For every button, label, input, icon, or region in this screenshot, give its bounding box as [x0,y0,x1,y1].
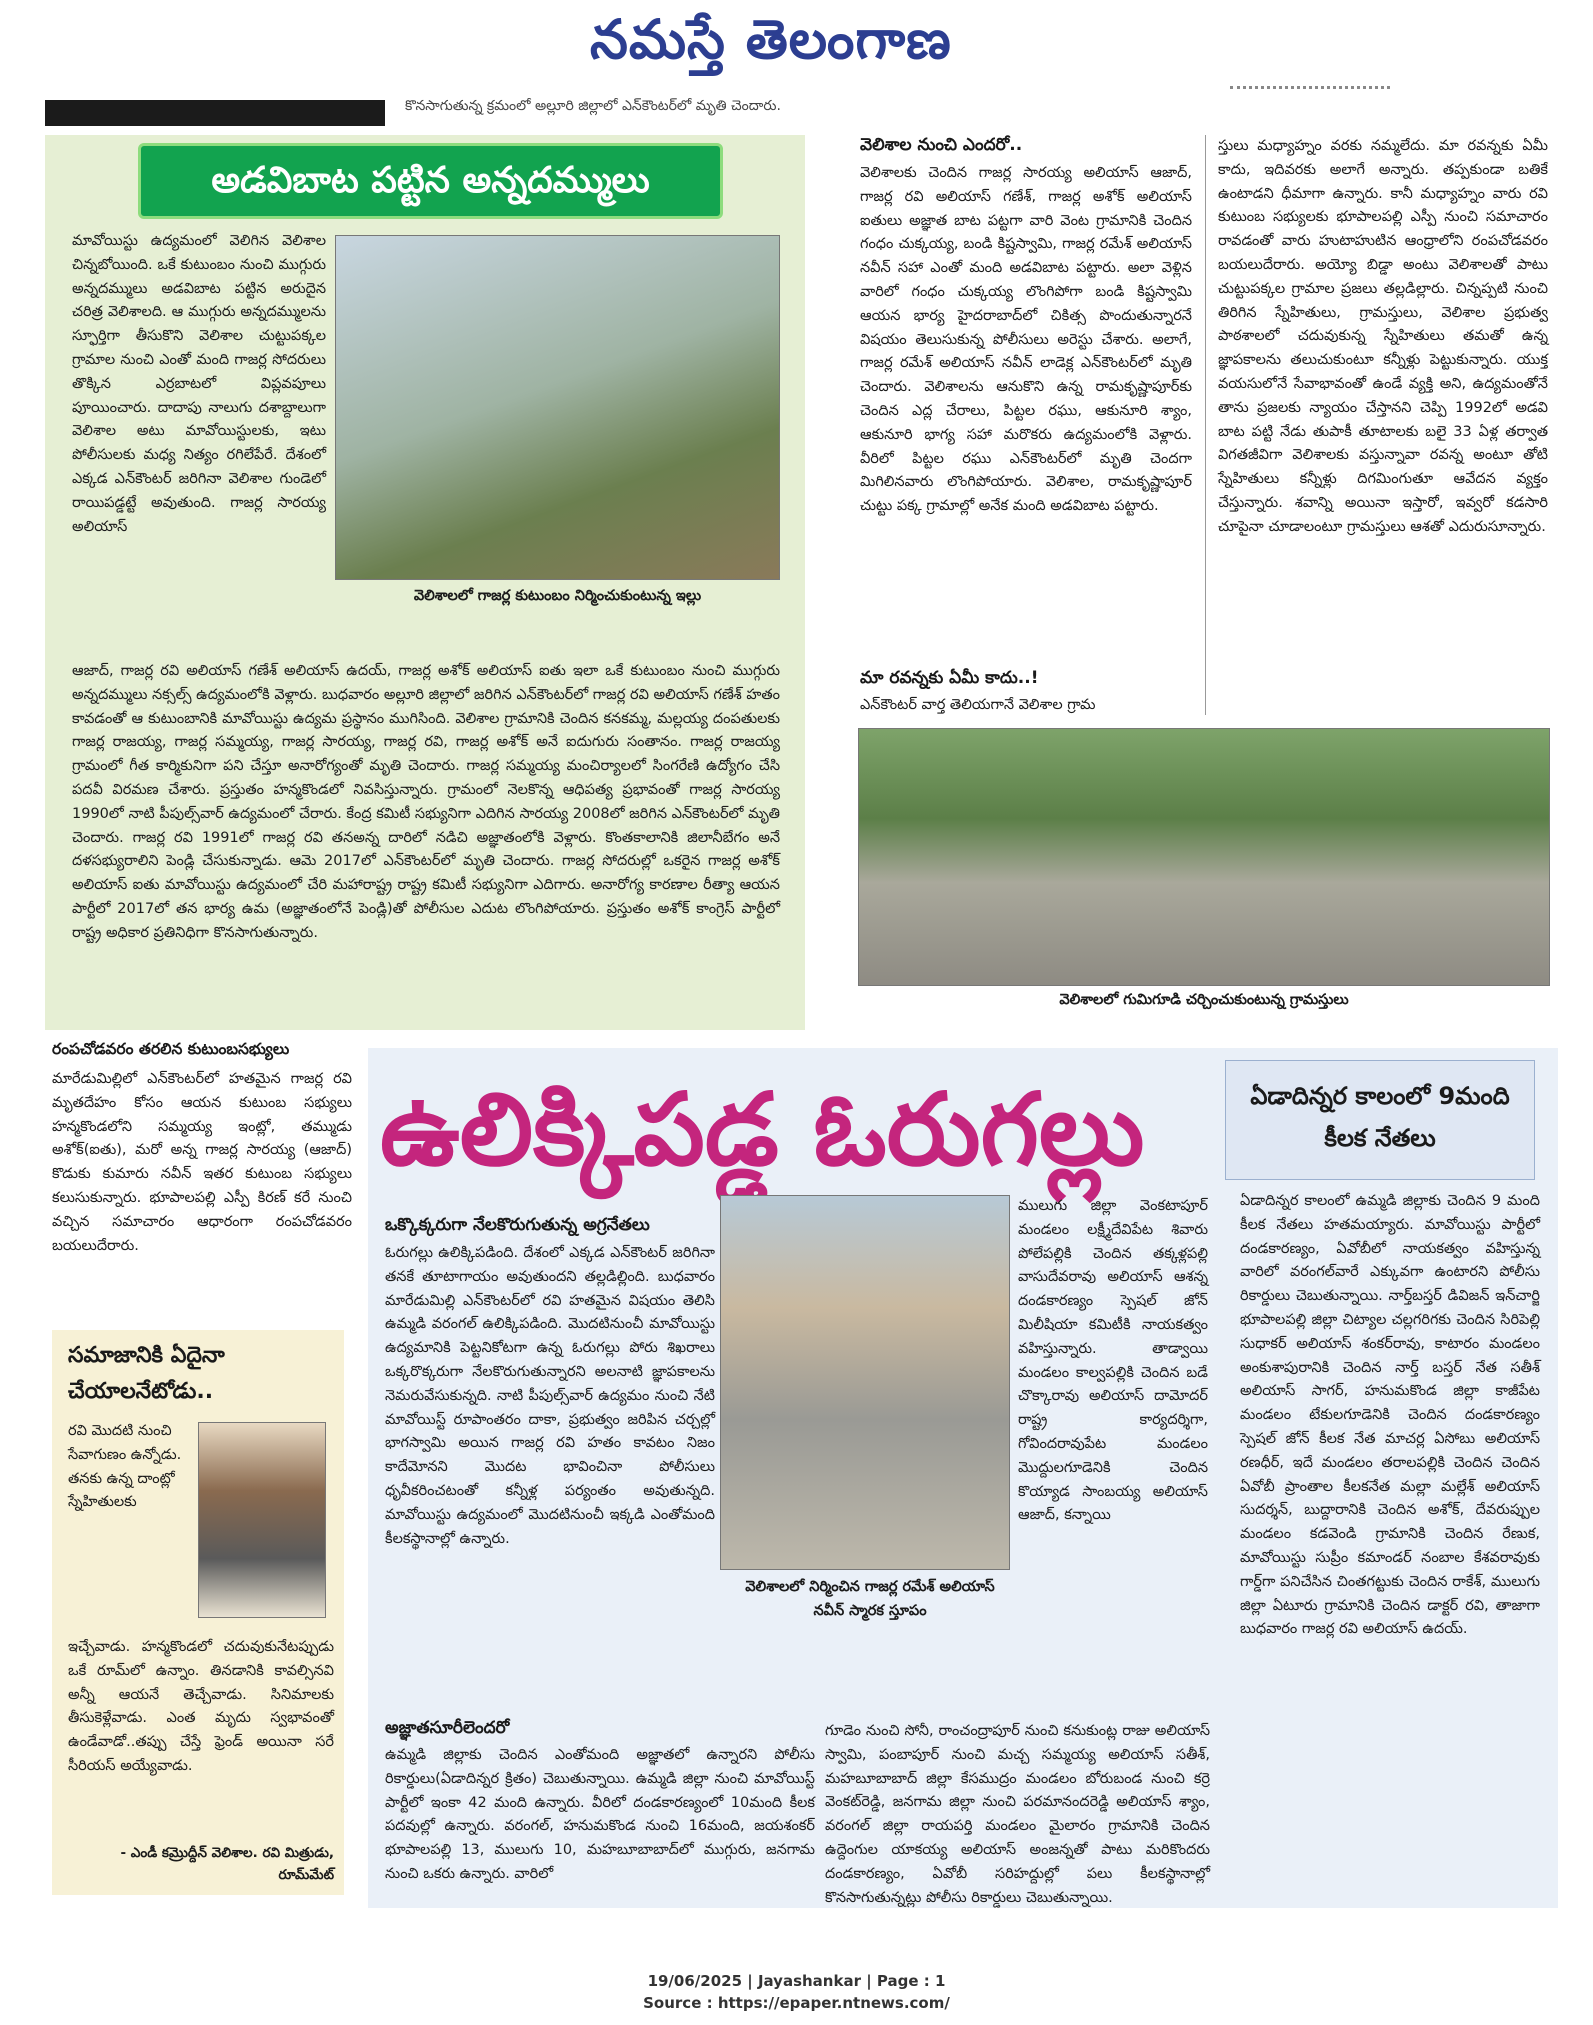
top-cutline: కొనసాగుతున్న క్రమంలో అల్లూరి జిల్లాలో ఎన్‌కౌంటర్‌లో మృతి చెందారు. [405,98,781,114]
sidebar2-paragraph-short: రవి మొదటి నుంచి సేవాగుణం ఉన్నోడు. తనకు ఉన్న దాంట్లో స్నేహితులకు [68,1423,182,1511]
story3-paragraph-1: ఓరుగల్లు ఉలిక్కిపడింది. దేశంలో ఎక్కడ ఎన్‌కౌంటర్ జరిగినా తనకే తూటాగాయం అవుతుందని తల్లడిల్లింది. బుధవారం మారేడుమిల్లి ఎన్‌కౌంటర్‌లో రవి హతమైన విషయం తెలిసి ఉమ్మడి వరంగల్ ఉలిక్కిపడింది. మొదటినుంచీ మావోయిస్టు ఉద్యమానికి పెట్టనికోటగా ఉన్న ఓరుగల్లు పోరు శిఖరాలు ఒక్కరొక్కరుగా నేలకొరుగుతున్నారని అలనాటి జ్ఞాపకాలను నెమరువేసుకున్నది. నాటి పీపుల్స్‌వార్ ఉద్యమం నుంచి నేటి మావోయిస్ట్ రూపాంతరం దాకా, ప్రభుత్వం జరిపిన చర్చల్లో భాగస్వామి అయిన గాజర్ల రవి హతం కావటం నిజం కాదేమోనని మొదట భావించినా పోలీసులు ధృవీకరించటంతో కన్నీళ్ల పర్యంతం అవుతున్నది. మావోయిస్టు ఉద్యమంలో మొదటినుంచీ ఇక్కడి ఎంతోమంది కీలకస్థానాల్లో ఉన్నారు. [385,1245,715,1547]
story2-photo [858,728,1550,986]
sidebar1-subhead: రంపచోడవరం తరలిన కుటుంబసభ్యులు [52,1040,290,1058]
story3-col2-bottom [825,1720,1210,1906]
masthead [0,0,1593,100]
column-rule [1205,135,1206,715]
sidebar2-short-col [68,1420,190,1630]
story1-photo-caption: వెలిశాలలో గాజర్ల కుటుంబం నిర్మించుకుంటున్న ఇల్లు [413,588,702,604]
story2-subhead: వెలిశాల నుంచి ఎందరో.. [860,135,1023,155]
story2-col1 [860,162,1192,662]
story3-col2 [1018,1195,1208,1715]
story2-col1-bottom [860,694,1192,720]
sidebar1-body [52,1068,352,1318]
sidebar2-paragraph: ఇచ్చేవాడు. హన్మకొండలో చదువుకునేటప్పుడు ఒకే రూమ్‌లో ఉన్నాం. తినడానికి కావల్సినవి అన్నీ ఆయనే తెచ్చేవాడు. సినిమాలకు తీసుకెళ్లేవాడు. ఎంత మృదు స్వభావంతో ఉండేవాడో..తప్పు చేస్తే ఫ్రెండ్ అయినా సరే సీరియస్ అయ్యేవాడు. [68,1639,334,1774]
top-right-rule [1230,86,1390,100]
story1-col1 [72,230,326,650]
newspaper-title: నమస్తే తెలంగాణ [590,8,952,71]
sidebar2-body [68,1636,334,1836]
sidebar3-body [1240,1190,1540,1880]
story1-headline: అడవిబాట పట్టిన అన్నదమ్ములు [138,143,723,219]
story2-col2 [1218,135,1548,720]
page-footer [0,1970,1593,2014]
story2-paragraph-1: వెలిశాలకు చెందిన గాజర్ల సారయ్య అలియాస్ ఆజాద్, గాజర్ల రవి అలియాస్ గణేశ్, గాజర్ల అశోక్ అలియాస్ ఐతులు అజ్ఞాత బాట పట్టగా వారి వెంట గ్రామానికి చెందిన గంధం చుక్కయ్య, బండి కిష్టస్వామి, గాజర్ల రమేశ్ అలియాస్ నవీన్ సహా ఎంతో మంది అడవిబాట పట్టారు. అలా వెళ్లిన వారిలో గంధం చుక్కయ్య లొంగిపోగా బండి కిష్టస్వామి ఆయన భార్య హైదరాబాద్‌లో చికిత్స పొందుతున్నారనే విషయం తెలుసుకున్న పోలీసులు అరెస్టు చేశారు. అలాగే, గాజర్ల రమేశ్ అలియాస్ నవీన్ లాడెక్ల ఎన్‌కౌంటర్‌లో మృతి చెందారు. వెలిశాలను ఆనుకొని ఉన్న రామకృష్ణాపూర్‌కు చెందిన ఎద్ల చేరాలు, పిట్టల రఘు, ఆకునూరి శ్యాం, ఆకునూరి భాగ్య సహా మరొకరు ఉద్యమంలోకి వెళ్లారు. వీరిలో పిట్టల రఘు ఎన్‌కౌంటర్‌లో మృతి చెందగా మిగిలినవారు లొంగిపోయారు. వెలిశాల, రామకృష్ణాపూర్ చుట్టు పక్క గ్రామాల్లో అనేక మంది అడవిబాట పట్టారు. [860,165,1192,515]
story3-paragraph-2: ఉమ్మడి జిల్లాకు చెందిన ఎంతోమంది అజ్ఞాతలో ఉన్నారని పోలీసు రికార్డులు(ఏడాదిన్నర క్రితం) చెబుతున్నాయి. ఉమ్మడి జిల్లా నుంచి మావోయిస్ట్ పార్టీలో ఇంకా 42 మంది ఉన్నారు. వీరిలో దండకారణ్యంలో 10మంది కీలక పదవుల్లో ఉన్నారు. వరంగల్, హనుమకొండ నుంచి 16మంది, జయశంకర్ భూపాలపల్లి 13, ములుగు 10, మహబూబాబాద్‌లో ముగ్గురు, జనగామ నుంచి ఒకరు ఉన్నారు. వారిలో [385,1747,815,1882]
story1-body [72,660,780,1015]
top-black-bar [45,100,385,126]
sidebar2-portrait [198,1422,326,1618]
story3-headline: ఉలిక్కిపడ్డ ఓరుగల్లు [380,1071,1145,1188]
story2-paragraph-2: ఎన్‌కౌంటర్ వార్త తెలియగానే వెలిశాల గ్రామ [860,697,1096,713]
sidebar3-paragraph: ఏడాదిన్నర కాలంలో ఉమ్మడి జిల్లాకు చెందిన 9 మంది కీలక నేతలు హతమయ్యారు. మావోయిస్టు పార్టీలో దండకారణ్యం, ఏవోబీలో నాయకత్వం వహిస్తున్న వారిలో వరంగల్‌వారే ఎక్కువగా ఉంటారని పోలీసు రికార్డులు చెబుతున్నాయి. నార్త్‌బస్తర్ డివిజన్ ఇన్‌చార్జి భూపాలపల్లి జిల్లా చిట్యాల చల్లగరిగకు చెందిన సిరిపెల్లి సుధాకర్ అలియాస్ శంకర్‌రావు, కాటారం మండలం అంకుశాపురానికి చెందిన నార్త్ బస్తర్ నేత సతీశ్ అలియాస్ సాగర్, హనుమకొండ జిల్లా కాజీపేట మండలం టేకులగూడెనికి చెందిన దండకారణ్యం స్పెషల్ జోన్ కీలక నేత మాచర్ల ఏసోబు అలియాస్ రణధీర్, ఇదే మండలం తరాలపల్లికి చెందిన చెందిన ఏవోబీ ప్రాంతాల కీలకనేత మల్లా మల్లేశ్ అలియాస్ సుదర్శన్, బుద్దారానికి చెందిన అశోక్, దేవరుప్పుల మండలం కడవెండి గ్రామానికి చెందిన రేణుక, మావోయిస్టు సుప్రీం కమాండర్ నంబాల కేశవరావుకు గార్డ్‌గా పనిచేసిన చింతగట్టుకు చెందిన రాకేశ్, ములుగు జిల్లా ఏటూరు గ్రామానికి చెందిన డాక్టర్ రవి, తాజాగా బుధవారం గాజర్ల రవి అలియాస్ ఉదయ్. [1240,1193,1540,1638]
story2-paragraph-3: స్తులు మధ్యాహ్నం వరకు నమ్మలేదు. మా రవన్నకు ఏమీ కాదు, ఇదివరకు అలాగే అన్నారు. తప్పకుండా బతికే ఉంటాడని ధీమాగా ఉన్నారు. కానీ మధ్యాహ్నం వారు రవి కుటుంబ సభ్యులకు భూపాలపల్లి ఎస్పీ నుంచి సమాచారం రావడంతో వారు హుటాహుటిన ఆంధ్రాలోని రంపచోడవరం బయలుదేరారు. అయ్యో బిడ్డా అంటు వెలిశాలతో పాటు చుట్టుపక్కల గ్రామాల ప్రజలు తల్లడిల్లారు. చిన్నప్పటి నుంచి తిరిగిన స్నేహితులు, గ్రామస్తులు, వెలిశాల ప్రభుత్వ పాఠశాలలో చదువుకున్న స్నేహితులు తమతో ఉన్న జ్ఞాపకాలను తలుచుకుంటూ కన్నీళ్లు పెట్టుకున్నారు. యుక్త వయసులోనే సేవాభావంతో ఉండే వ్యక్తి అని, ఉద్యమంతోనే తాను ప్రజలకు న్యాయం చేస్తానని చెప్పి 1992లో అడవి బాట పట్టి నేడు తుపాకీ తూటాలకు బలై 33 ఏళ్ల తర్వాత విగతజీవిగా వెలిశాలకు వస్తున్నావా రవన్న అంటూ తోటి స్నేహితులు కన్నీళ్లు దిగమింగుతూ ఆవేదన వ్యక్తం చేస్తున్నారు. శవాన్ని అయినా ఇస్తారో, ఇవ్వరో కడసారి చూపైనా చూడాలంటూ గ్రామస్తులు ఆశతో ఎదురుసూన్నారు. [1218,138,1548,535]
sidebar1-paragraph: మారేడుమిల్లిలో ఎన్‌కౌంటర్‌లో హతమైన గాజర్ల రవి మృతదేహం కోసం ఆయన కుటుంబ సభ్యులు హన్మకొండలోని సమ్మయ్య ఇంట్లో, తమ్ముడు అశోక్(ఐతు), మరో అన్న గాజర్ల సారయ్య (ఆజాద్) కొడుకు కుమారు నవీన్ ఇతర కుటుంబ సభ్యులు కలుసుకున్నారు. భూపాలపల్లి ఎస్పీ కిరణ్ కరే నుంచి వచ్చిన సమాచారం ఆధారంగా రంపచోడవరం బయలుదేరారు. [52,1071,352,1254]
story3-col1 [385,1242,715,1712]
story3-col1-bottom [385,1744,815,1882]
sidebar2-headline: సమాజానికి ఏదైనా చేయాలనేటోడు.. [68,1343,225,1404]
story3-photo [720,1195,1010,1570]
story1-paragraph-2: ఆజాద్, గాజర్ల రవి అలియాస్ గణేశ్ అలియాస్ ఉదయ్, గాజర్ల అశోక్ అలియాస్ ఐతు ఇలా ఒకే కుటుంబం నుంచి ముగ్గురు అన్నదమ్ములు నక్సల్స్ ఉద్యమంలోకి వెళ్లారు. బుధవారం అల్లూరి జిల్లాలో జరిగిన ఎన్‌కౌంటర్‌లో గాజర్ల రవి అలియాస్ గణేశ్ హతం కావడంతో ఆ కుటుంబానికి మావోయిస్టు ఉద్యమ ప్రస్థానం ముగిసింది. వెలిశాల గ్రామానికి చెందిన కనకమ్మ, మల్లయ్య దంపతులకు గాజర్ల రాజయ్య, గాజర్ల సమ్మయ్య, గాజర్ల సారయ్య, గాజర్ల రవి, గాజర్ల అశోక్ అనే ఐదుగురు సంతానం. గాజర్ల రాజయ్య గ్రామంలో గీత కార్మికునిగా పని చేస్తూ అనారోగ్యంతో మృతి చెందారు. గాజర్ల సమ్మయ్య మంచిర్యాలలో సింగరేణి ఉద్యోగం చేసి పదవీ విరమణ చేశారు. ప్రస్తుతం హన్మకొండలో నివసిస్తున్నారు. గ్రామంలో నెలకొన్న ఆధిపత్య ప్రభావంతో గాజర్ల సారయ్య 1990లో నాటి పీపుల్స్‌వార్ ఉద్యమంలో చేరారు. కేంద్ర కమిటీ సభ్యునిగా ఎదిగిన సారయ్య 2008లో జరిగిన ఎన్‌కౌంటర్‌లో మృతి చెందారు. గాజర్ల రవి 1991లో గాజర్ల రవి తనఅన్న దారిలో నడిచి అజ్ఞాతంలోకి వెళ్లారు. కొంతకాలానికి జిలానీబేగం అనే దళసభ్యురాలిని పెండ్లి చేసుకున్నాడు. ఆమె 2017లో ఎన్‌కౌంటర్‌లో మృతి చెందారు. గాజర్ల సోదరుల్లో ఒకరైన గాజర్ల అశోక్ అలియాస్ ఐతు మావోయిస్టు ఉద్యమంలో చేరి మహారాష్ట్ర రాష్ట్ర కమిటీ సభ్యునిగా ఎదిగారు. అనారోగ్య కారణాల రీత్యా ఆయన పార్టీలో 2017లో తన భార్య ఉమ (అజ్ఞాతంలోనే పెండ్లి)తో పోలీసుల ఎదుట లొంగిపోయారు. ప్రస్తుతం అశోక్ కాంగ్రెస్ పార్టీలో రాష్ట్ర అధికార ప్రతినిధిగా కొనసాగుతున్నారు. [72,663,780,941]
story3-paragraph-3: ములుగు జిల్లా వెంకటాపూర్ మండలం లక్ష్మీదేవిపేట శివారు పోలేపల్లికి చెందిన తక్కళ్లపల్లి వాసుదేవరావు అలియాస్ ఆశన్న దండకారణ్యం స్పెషల్ జోన్ మిలీషియా కమిటీకి నాయకత్వం వహిస్తున్నారు. తాడ్వాయి మండలం కాల్వపల్లికి చెందిన బడే చొక్కారావు అలియాస్ దామోదర్ రాష్ట్ర కార్యదర్శిగా, గోవిందరావుపేట మండలం మొద్దులగూడెనికి చెందిన కొయ్యాడ సాంబయ్య అలియాస్ ఆజాద్, కన్నాయి [1018,1198,1208,1524]
story2-subhead-2: మా రవన్నకు ఏమీ కాదు..! [860,668,1039,688]
footer-source-line: Source : https://epaper.ntnews.com/ [643,1994,950,2012]
story1-paragraph-1: మావోయిస్టు ఉద్యమంలో వెలిగిన వెలిశాల చిన్నబోయింది. ఒకే కుటుంబం నుంచి ముగ్గురు అన్నదమ్ములు అడవిబాట పట్టిన అరుదైన చరిత్ర వెలిశాలది. ఆ ముగ్గురు అన్నదమ్ములను స్ఫూర్తిగా తీసుకొని వెలిశాల చుట్టుపక్కల గ్రామాల నుంచి ఎంతో మంది గాజర్ల సోదరులు తొక్కిన ఎర్రబాటలో విప్లవపూలు పూయించారు. దాదాపు నాలుగు దశాబ్దాలుగా వెలిశాల అటు మావోయిస్టులకు, ఇటు పోలీసులకు మధ్య నిత్యం రగిలేపేరే. దేశంలో ఎక్కడ ఎన్‌కౌంటర్ జరిగినా వెలిశాల గుండెలో రాయిపడ్డట్టే అవుతుంది. గాజర్ల సారయ్య అలియాస్ [72,233,326,535]
sidebar3-headline: ఏడాదిన్నర కాలంలో 9మంది కీలక నేతలు [1225,1060,1535,1180]
story2-photo-caption: వెలిశాలలో గుమిగూడి చర్చించుకుంటున్న గ్రామస్తులు [1059,992,1349,1008]
footer-date-line: 19/06/2025 | Jayashankar | Page : 1 [647,1972,946,1990]
story3-subhead: ఒక్కొక్కరుగా నేలకొరుగుతున్న అగ్రనేతలు [385,1215,650,1235]
story1-photo [335,235,780,580]
sidebar2-byline: - ఎండీ కమ్రొద్దీన్ వెలిశాల. రవి మిత్రుడు, రూమ్‌మేట్ [120,1845,334,1883]
story3-paragraph-4: గూడెం నుంచి సోనీ, రాంచంద్రాపూర్ నుంచి కనుకుంట్ల రాజు అలియాస్ స్వామి, పంబాపూర్ నుంచి మచ్చ సమ్మయ్య అలియాస్ సతీశ్, మహబూబాబాద్ జిల్లా కేసముద్రం మండలం బోరుబండ నుంచి కర్రె వెంకట్‌రెడ్డి, జనగామ జిల్లా నుంచి పరమానందరెడ్డి అలియాస్ శ్యాం, వరంగల్ జిల్లా రాయపర్తి మండలం మైలారం గ్రామానికి చెందిన ఉద్దెంగుల యాకయ్య అలియాస్ అంజన్నతో పాటు మరికొందరు దండకారణ్యం, ఏవోబీ సరిహద్దుల్లో పలు కీలకస్థానాల్లో కొనసాగుతున్నట్లు పోలీసు రికార్డులు చెబుతున్నాయి. [825,1723,1210,1906]
story3-subhead-2: అజ్ఞాతసూరీలెందరో [385,1718,510,1738]
story3-photo-caption: వెలిశాలలో నిర్మించిన గాజర్ల రమేశ్ అలియాస్ నవీన్ స్మారక స్తూపం [745,1579,995,1619]
